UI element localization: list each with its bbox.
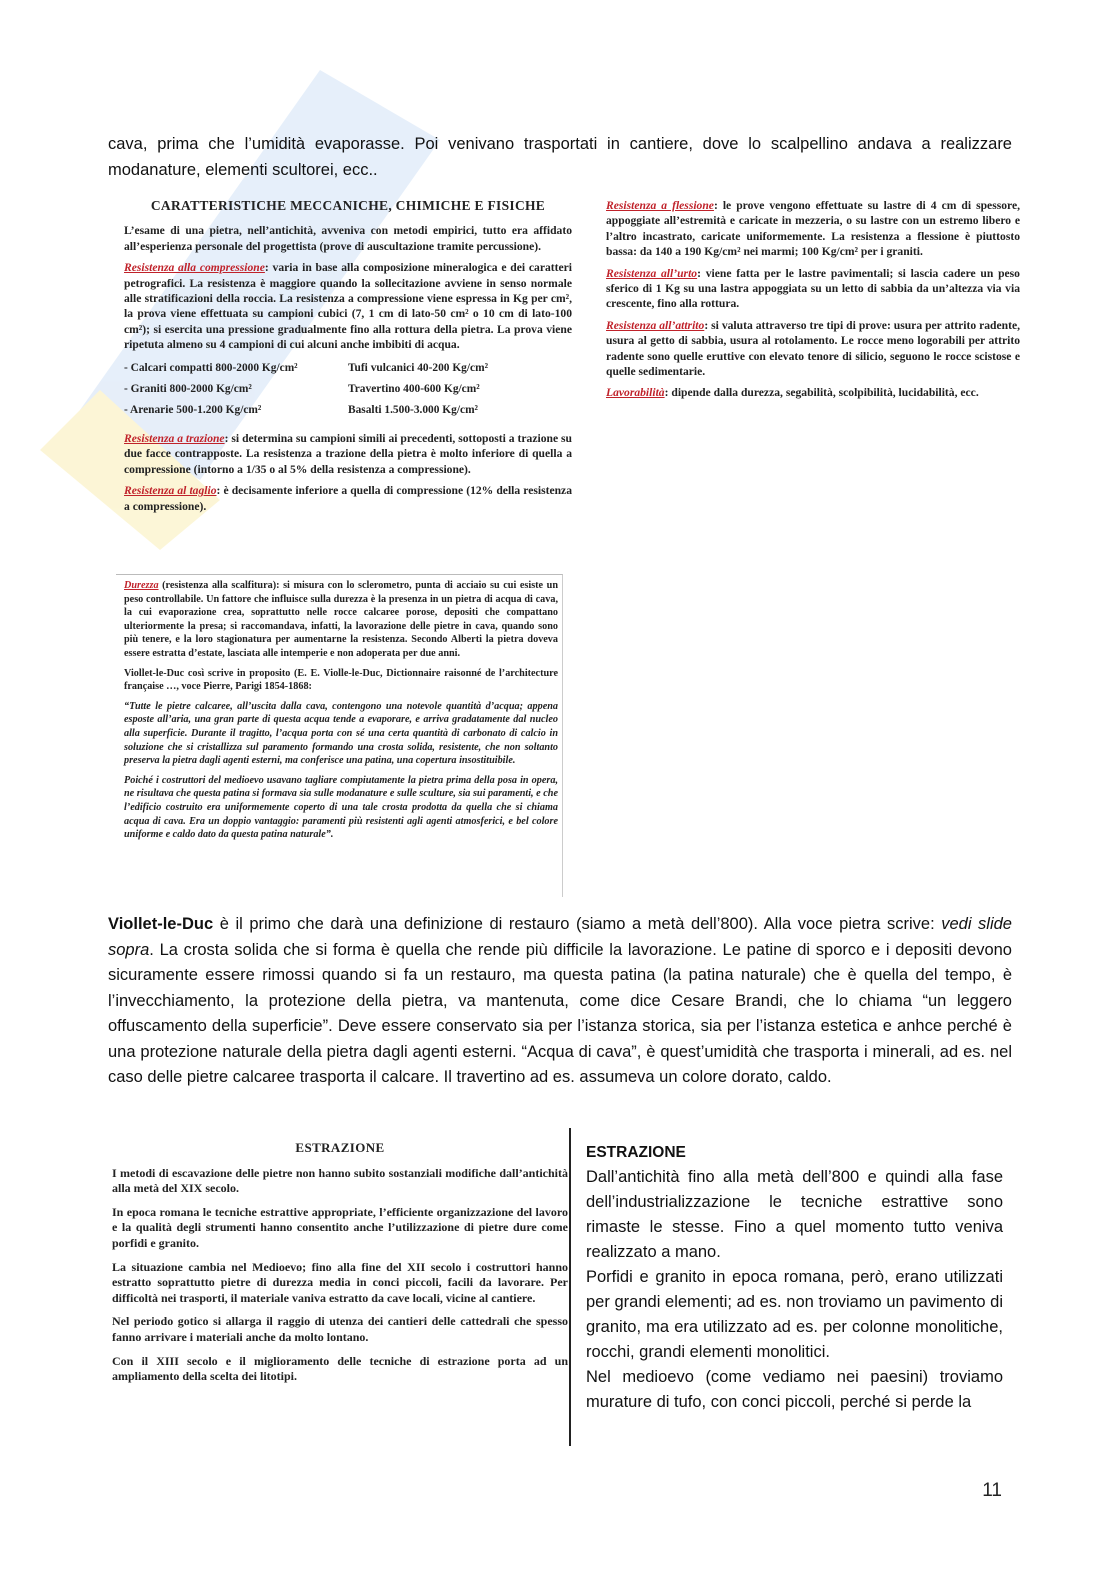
- workability-text: : dipende dalla durezza, segabilità, scolpibilità, lucidabilità, ecc.: [664, 386, 979, 400]
- estrazione-slide: [112, 1140, 568, 1393]
- mechanical-slide-left: [124, 198, 572, 520]
- table-row: [124, 380, 572, 401]
- viollet-text-2: . La crosta solida che si forma è quella che rende più difficile la lavorazione. Le patine di sporco e i depositi devono sicuramente essere rimossi quando si fa un restauro, ma questa patina (la patina naturale) che è quella del tempo, è l’invecchiamento, la protezione della pietra, va mantenuta, come dice Cesare Brandi, che lo chiama “un leggero offuscamento della superficie”. Deve essere conservato sia per l’istanza storica, sia per l’istanza estetica e anhce perché è una protezione naturale della pietra dagli agenti esterni. “Acqua di cava”, è quest’umidità che trasporta i minerali, ad es. nel caso delle pietre calcaree trasporta il calcare. Il travertino ad es. assumeva un colore dorato, caldo.: [108, 940, 1012, 1086]
- friction-paragraph: [606, 318, 1020, 380]
- bending-text: : le prove vengono effettuate su lastre di 4 cm di spessore, appoggiate all’estremità e caricate in mezzeria, o su lastre con un estremo libero e l’altro incastrato, caricate uniformemente. La resistenza a flessione è piuttosto bassa: da 140 a 190 Kg/cm² nei marmi; 100 Kg/cm² per i graniti.: [606, 199, 1020, 259]
- traction-text: : si determina su campioni simili ai precedenti, sottoposti a trazione su due facce contrapposte. La resistenza a trazione della pietra è molto inferiore di quella a compressione (intorno a 1/35 o al 5% della resistenza a compressione).: [124, 431, 572, 476]
- estrazione-heading: ESTRAZIONE: [586, 1144, 686, 1161]
- compression-text: : varia in base alla composizione mineralogica e dei caratteri petrografici. La resistenza è maggiore quando la sollecitazione avviene in senso normale alle stratificazioni della roccia. La resistenza a compressione viene espressa in Kg per cm², la prova viene effettuata su campioni cubici (7, 1 cm di lato-50 cm² o 10 cm di lato-100 cm²); si esercita una pressione gradualmente fino alla rottura della pietra. La prova viene ripetuta almeno su 4 campioni di cui alcuni anche imbibiti di acqua.: [124, 261, 572, 352]
- bending-term: Resistenza a flessione: [606, 199, 714, 212]
- traction-paragraph: [124, 431, 572, 477]
- shear-text: : è decisamente inferiore a quella di compressione (12% della resistenza a compressione).: [124, 484, 573, 513]
- estrazione-slide-paragraph: Con il XIII secolo e il miglioramento delle tecniche di estrazione porta ad un ampliamento della scelta dei litotipi.: [112, 1353, 568, 1384]
- estrazione-paragraph: Porfidi e granito in epoca romana, però, erano utilizzati per grandi elementi; ad es. non troviamo un pavimento di granito, ma era utilizzato ad es. per colonne monolitiche, rocchi, grandi elementi monolitici.: [586, 1268, 1003, 1361]
- durezza-term: Durezza: [124, 580, 159, 591]
- estrazione-text: [586, 1140, 1003, 1415]
- column-divider: [569, 1128, 571, 1446]
- shear-term: Resistenza al taglio: [124, 484, 217, 498]
- durezza-text: (resistenza alla scalfitura): si misura con lo sclerometro, punta di acciaio su cui esiste un peso controllabile. Un fattore che influisce sulla durezza è la presenza in un pietra di acqua di cava, la cui evaporazione crea, soprattutto nelle rocce calcaree porose, depositi che compattano ulteriormente la presa; si raccomandava, infatti, la lavorazione delle pietre in cava, quando sono più tenere, e la loro stagionatura per aumentarne la resistenza. Secondo Alberti la pietra doveva essere estratta d’estate, lasciata alle intemperie e non adoperata per due anni.: [124, 580, 558, 659]
- friction-text: : si valuta attraverso tre tipi di prove: usura per attrito radente, usura al getto di sabbia, usura al rotolamento. Le rocce meno logorabili per attrito radente sono quelle eruttive con elevato tenore di silicio, seguono le rocce scistose e quelle sedimentarie.: [606, 318, 1020, 379]
- table-cell: - Calcari compatti 800-2000 Kg/cm²: [124, 361, 298, 374]
- intro-text: cava, prima che l’umidità evaporasse. Poi venivano trasportati in cantiere, dove lo scalpellino andava a realizzare modanature, elementi scultorei, ecc..: [108, 135, 1012, 179]
- estrazione-slide-title: ESTRAZIONE: [295, 1140, 385, 1155]
- traction-term: Resistenza a trazione: [124, 431, 225, 445]
- table-cell: - Arenarie 500-1.200 Kg/cm²: [124, 404, 262, 417]
- estrazione-slide-paragraph: Nel periodo gotico si allarga il raggio di utenza dei cantieri delle cattedrali che spesso fanno arrivare i materiali anche da molto lontano.: [112, 1314, 568, 1344]
- estrazione-paragraph: Nel medioevo (come vediamo nei paesini) troviamo murature di tufo, con conci piccoli, perché si perde la: [586, 1368, 1003, 1411]
- compression-paragraph: [124, 260, 572, 352]
- table-cell: Travertino 400-600 Kg/cm²: [348, 383, 480, 396]
- mechanical-slide-right: [606, 198, 1020, 407]
- shear-paragraph: [124, 483, 572, 514]
- durezza-paragraph: [124, 579, 558, 661]
- viollet-name: Viollet-le-Duc: [108, 915, 214, 933]
- durezza-slide: [116, 574, 563, 897]
- bending-paragraph: [606, 198, 1020, 260]
- table-cell: - Graniti 800-2000 Kg/cm²: [124, 383, 252, 396]
- workability-term: Lavorabilità: [606, 386, 665, 400]
- table-cell: Basalti 1.500-3.000 Kg/cm²: [348, 404, 478, 417]
- impact-paragraph: [606, 266, 1020, 312]
- table-row: [124, 359, 572, 380]
- estrazione-slide-paragraph: I metodi di escavazione delle pietre non hanno subito sostanziali modifiche dall’antichità alla metà del XIX secolo.: [112, 1165, 568, 1196]
- viollet-quote-2: Poiché i costruttori del medioevo usavano tagliare compiutamente la pietra prima della posa in opera, ne risultava che questa patina si formava sia sulle modanature e sulle sculture, sia sui paramenti, e che l’edificio costruito era uniformemente coperto di una tale crosta prodotta da quella che si chiama acqua di cava. Era un doppio vantaggio: paramenti più resistenti agli agenti atmosferici, e bel colore uniforme e caldo dato da questa patina naturale”.: [124, 774, 558, 841]
- estrazione-slide-paragraph: La situazione cambia nel Medioevo; fino alla fine del XII secolo i costruttori hanno estratto soprattutto pietre di durezza media in conci piccoli, facili da lavorare. Per difficoltà nei trasporti, il materiale vaniva estratto da cave locali, vicine al cantiere.: [112, 1259, 568, 1305]
- impact-text: : viene fatta per le lastre pavimentali; si lascia cadere un peso sferico di 1 Kg su una lastra appoggiata su un letto di sabbia da un’altezza via via crescente, fino alla rottura.: [606, 266, 1020, 311]
- friction-term: Resistenza all’attrito: [606, 318, 705, 332]
- viollet-quote-1: “Tutte le pietre calcaree, all’uscita dalla cava, contengono una notevole quantità d’acqua; appena esposte all’aria, una gran parte di questa acqua tende a evaporare, e arriva gradatamente dal nucleo alla superficie. Durante il tragitto, l’acqua porta con sé una certa quantità di carbonato di calcio in soluzione che si cristallizza sul paramento formando una crosta solida, resistente, che non soltanto preserva la pietra dagli agenti esterni, ma conferisce una patina, una copertura insostituibile.: [124, 700, 558, 767]
- impact-term: Resistenza all’urto: [606, 266, 698, 280]
- compression-term: Resistenza alla compressione: [124, 261, 265, 275]
- intro-paragraph: [108, 132, 1012, 183]
- compression-values-table: [124, 359, 572, 423]
- mechanical-slide-title: CARATTERISTICHE MECCANICHE, CHIMICHE E FISICHE: [150, 198, 546, 213]
- table-cell: Tufi vulcanici 40-200 Kg/cm²: [348, 361, 489, 374]
- estrazione-paragraph: Dall’antichità fino alla metà dell’800 e quindi alla fase dell’industrializzazione le tecniche estrattive sono rimaste le stesse. Fino a quel momento tutto veniva realizzato a mano.: [586, 1168, 1003, 1261]
- page-number: 11: [982, 1480, 1002, 1501]
- viollet-paragraph: [108, 912, 1012, 1091]
- workability-paragraph: [606, 385, 1020, 400]
- viollet-italic: vedi slide sopra: [108, 915, 1012, 959]
- estrazione-slide-paragraph: In epoca romana le tecniche estrattive appropriate, l’efficiente organizzazione del lavoro e la qualità degli strumenti hanno consentito anche l’utilizzazione di pietre dure come porfidi e granito.: [112, 1204, 568, 1250]
- viollet-text-1: è il primo che darà una definizione di restauro (siamo a metà dell’800). Alla voce pietra scrive:: [213, 915, 942, 933]
- mechanical-intro: L’esame di una pietra, nell’antichità, avveniva con metodi empirici, tutto era affidato all’esperienza personale del progettista (prove di auscultazione tramite percussione).: [124, 224, 572, 253]
- viollet-citation: Viollet-le-Duc così scrive in proposito (E. E. Violle-le-Duc, Dictionnaire raisonné de l’architecture française …, voce Pierre, Parigi 1854-1868:: [124, 667, 558, 693]
- table-row: [124, 401, 572, 422]
